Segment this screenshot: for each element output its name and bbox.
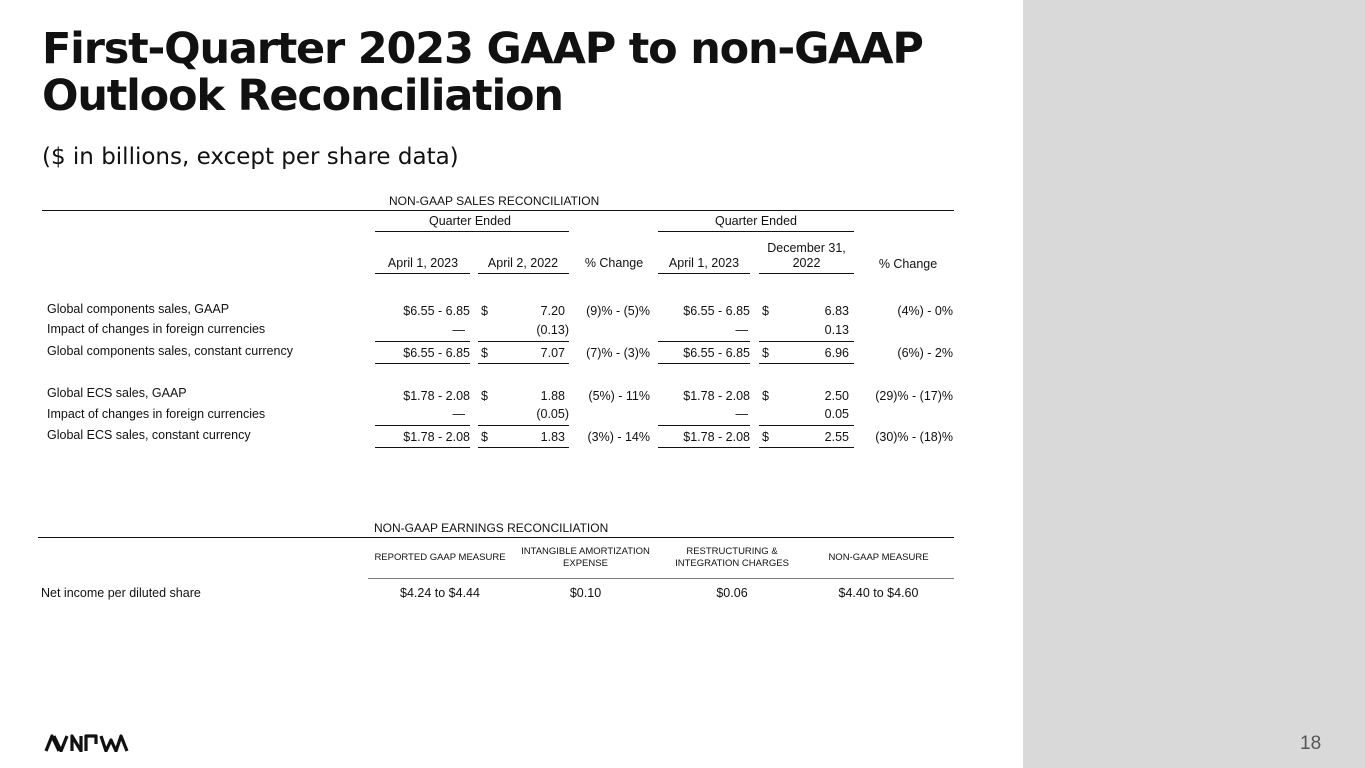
cell-april-2023-b: $6.55 - 6.85 [683, 304, 750, 318]
cell-change-a: (5%) - 11% [588, 389, 650, 403]
total-rule-d [759, 363, 854, 364]
cell-change-b: (6%) - 2% [897, 346, 953, 360]
col-header-change-b: % Change [878, 257, 938, 271]
cell-april-2023-a: $6.55 - 6.85 [403, 304, 470, 318]
row-label: Impact of changes in foreign currencies [47, 322, 266, 336]
col-header-december-line2: 2022 [792, 256, 821, 270]
row-label: Net income per diluted share [41, 586, 201, 600]
col-header-reported-gaap: REPORTED GAAP MEASURE [374, 552, 506, 563]
cell-currency-a: $ [481, 389, 488, 403]
total-rule-b [478, 447, 569, 448]
cell-restructuring: $0.06 [716, 586, 748, 600]
cell-april-2022: 7.07 [540, 346, 565, 360]
cell-april-2023-b: — [735, 407, 748, 421]
cell-april-2022: (0.05) [536, 407, 569, 421]
col-header-december-line1: December 31, [767, 241, 846, 255]
cell-currency-b: $ [762, 389, 769, 403]
total-rule-a [375, 363, 470, 364]
col-header-change-a: % Change [584, 256, 644, 270]
slide-title [42, 26, 1002, 120]
subtotal-rule-a [375, 341, 470, 342]
row-label: Global ECS sales, constant currency [47, 428, 251, 442]
cell-change-a: (3%) - 14% [587, 430, 650, 444]
earnings-top-rule [38, 537, 954, 538]
cell-currency-a: $ [481, 430, 488, 444]
total-rule-c [658, 447, 750, 448]
subtotal-rule-d [759, 425, 854, 426]
subtotal-rule-d [759, 341, 854, 342]
cell-intangible-amortization: $0.10 [569, 586, 602, 600]
earnings-header-rule [368, 578, 954, 579]
col-header-april-2022: April 2, 2022 [487, 256, 559, 270]
cell-april-2023-a: — [452, 323, 465, 337]
cell-currency-a: $ [481, 346, 488, 360]
subtotal-rule-c [658, 341, 750, 342]
header-underline-c [658, 273, 750, 274]
group-header-left: Quarter Ended [429, 214, 511, 228]
col-header-april-2023-a: April 1, 2023 [387, 256, 459, 270]
cell-change-a: (7)% - (3)% [586, 346, 650, 360]
cell-december-2022: 2.50 [824, 389, 849, 403]
header-underline-b [478, 273, 569, 274]
header-underline-d [759, 273, 854, 274]
cell-december-2022: 2.55 [824, 430, 849, 444]
title-line-1: First-Quarter 2023 GAAP to non-GAAP [42, 24, 923, 74]
cell-april-2022: 7.20 [540, 304, 565, 318]
header-underline-a [375, 273, 470, 274]
row-label: Global components sales, GAAP [47, 302, 230, 316]
cell-currency-b: $ [762, 304, 769, 318]
total-rule-b [478, 363, 569, 364]
col-header-intangible-line2: EXPENSE [563, 558, 608, 569]
cell-december-2022: 6.83 [824, 304, 849, 318]
sales-top-rule [42, 210, 954, 211]
cell-april-2023-b: $6.55 - 6.85 [683, 346, 750, 360]
cell-reported-gaap: $4.24 to $4.44 [400, 586, 480, 600]
subtotal-rule-b [478, 341, 569, 342]
col-header-april-2023-b: April 1, 2023 [668, 256, 740, 270]
title-line-2: Outlook Reconciliation [42, 71, 563, 121]
cell-april-2023-a: — [452, 407, 465, 421]
cell-currency-b: $ [762, 430, 769, 444]
total-rule-d [759, 447, 854, 448]
cell-april-2023-b: $1.78 - 2.08 [683, 430, 750, 444]
subtotal-rule-c [658, 425, 750, 426]
slide-subtitle: ($ in billions, except per share data) [42, 144, 459, 170]
subtotal-rule-a [375, 425, 470, 426]
total-rule-a [375, 447, 470, 448]
sales-table-caption: NON-GAAP SALES RECONCILIATION [389, 194, 600, 208]
cell-currency-b: $ [762, 346, 769, 360]
cell-april-2022: 1.88 [540, 389, 565, 403]
col-header-december-2022 [759, 241, 854, 271]
cell-december-2022: 0.05 [824, 407, 849, 421]
col-header-restructuring [659, 546, 805, 570]
row-label: Global ECS sales, GAAP [47, 386, 187, 400]
cell-currency-a: $ [481, 304, 488, 318]
col-header-restructuring-line2: INTEGRATION CHARGES [675, 558, 789, 569]
cell-december-2022: 0.13 [824, 323, 849, 337]
cell-december-2022: 6.96 [824, 346, 849, 360]
cell-non-gaap: $4.40 to $4.60 [838, 586, 919, 600]
row-label: Global components sales, constant currency [47, 344, 293, 358]
page-number: 18 [1300, 733, 1322, 754]
row-label: Impact of changes in foreign currencies [47, 407, 266, 421]
cell-april-2023-a: $1.78 - 2.08 [403, 389, 470, 403]
cell-april-2023-a: $6.55 - 6.85 [403, 346, 470, 360]
cell-april-2022: (0.13) [536, 323, 569, 337]
cell-april-2023-b: $1.78 - 2.08 [683, 389, 750, 403]
cell-change-b: (29)% - (17)% [875, 389, 953, 403]
cell-april-2023-b: — [735, 323, 748, 337]
col-header-intangible-amortization [512, 546, 659, 570]
subtotal-rule-b [478, 425, 569, 426]
col-header-intangible-line1: INTANGIBLE AMORTIZATION [521, 546, 650, 557]
col-header-restructuring-line1: RESTRUCTURING & [686, 546, 778, 557]
cell-change-a: (9)% - (5)% [586, 304, 650, 318]
group-rule-right [658, 231, 854, 232]
group-header-right: Quarter Ended [715, 214, 797, 228]
cell-change-b: (4%) - 0% [897, 304, 953, 318]
total-rule-c [658, 363, 750, 364]
side-panel [1023, 0, 1365, 768]
cell-april-2023-a: $1.78 - 2.08 [403, 430, 470, 444]
earnings-table-caption: NON-GAAP EARNINGS RECONCILIATION [374, 521, 609, 535]
arrow-logo [44, 734, 130, 752]
cell-change-b: (30)% - (18)% [875, 430, 953, 444]
col-header-non-gaap: NON-GAAP MEASURE [828, 552, 929, 563]
cell-april-2022: 1.83 [540, 430, 565, 444]
group-rule-left [375, 231, 569, 232]
